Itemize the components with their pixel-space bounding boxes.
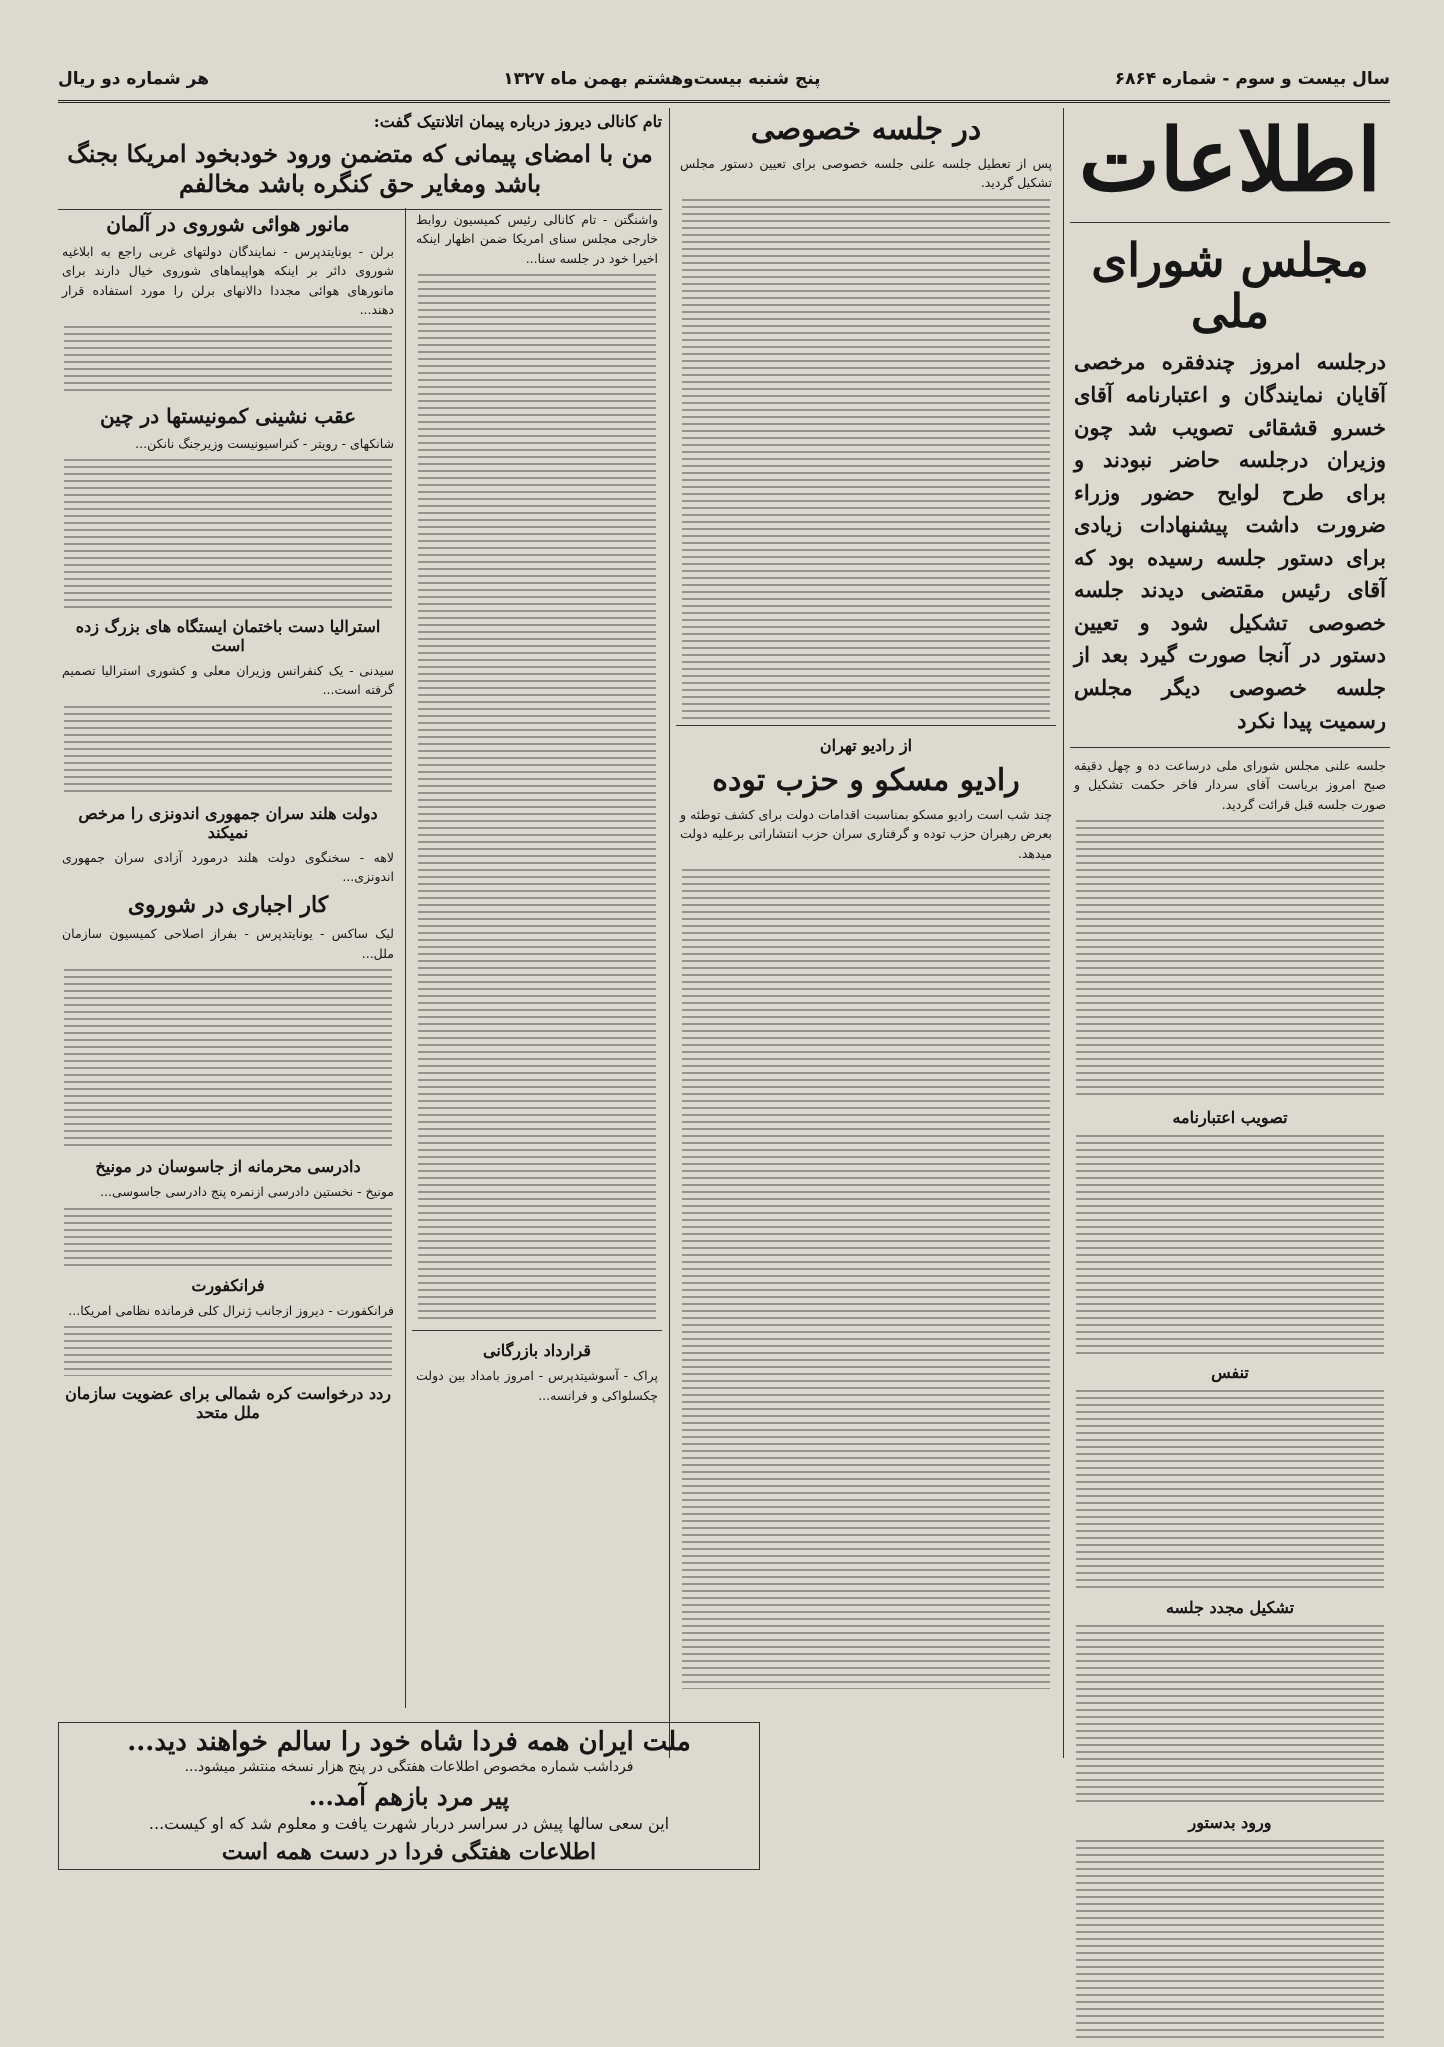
promo-text-2: این سعی سالها پیش در سراسر دربار شهرت یافت و معلوم شد که او کیست... bbox=[148, 1814, 670, 1833]
article-body-4: لیک ساکس - یونایتدپرس - بفراز اصلاحی کمیسیون سازمان ملل... bbox=[62, 926, 394, 961]
article-title-4: کار اجباری در شوروی bbox=[127, 892, 329, 919]
column-majlis bbox=[1070, 108, 1390, 2044]
article-body-5: مونیخ - نخستین دادرسی ازنمره پنج دادرسی جاسوسی... bbox=[100, 1184, 394, 1200]
majlis-body: جلسه علنی مجلس شورای ملی درساعت ده و چهل دقیقه صبح امروز بریاست آقای سردار فاخر حکمت تشکیل و صورت جلسه قبل قرائت گردید. bbox=[1074, 758, 1386, 812]
majlis-lead: درجلسه امروز چندفقره مرخصی آقایان نمایندگان و اعتبارنامه آقای خسرو قشقائی تصویب شد چون وزیران درجلسه حاضر نبودند و برای طرح لوایح حضور وزراء ضرورت داشت پیشنهادات زیادی برای دستور جلسه رسیده بود که آقای رئیس مقتضی دیدند جلسه خصوصی تشکیل شود و تعیین دستور در آنجا صورت گیرد بعد از جلسه خصوصی دیگر مجلس رسمیت پیدا نکرد bbox=[1074, 349, 1386, 733]
promo-title: ملت ایران همه فردا شاه خود را سالم خواهند دید... bbox=[127, 1727, 691, 1757]
promo-title-2: پیر مرد بازهم آمد... bbox=[308, 1782, 510, 1811]
radio-body: چند شب است رادیو مسکو بمناسبت اقدامات دولت برای کشف توطئه و بعرض رهبران حزب توده و گرفتاری سران حزب انتشاراتی برعلیه دولت میدهد. bbox=[680, 806, 1052, 861]
article-title-0: مانور هوائی شوروی در آلمان bbox=[106, 212, 350, 236]
majlis-sub-recess: تنفس bbox=[1211, 1363, 1249, 1383]
article-body-2: سیدنی - یک کنفرانس وزیران معلی و کشوری استرالیا تصمیم گرفته است... bbox=[62, 662, 394, 698]
top-left-story bbox=[58, 108, 662, 216]
column-connally bbox=[412, 208, 662, 1758]
secret-title: در جلسه خصوصی bbox=[750, 112, 982, 147]
majlis-sub-reconvene: تشکیل مجدد جلسه bbox=[1165, 1598, 1295, 1618]
article-body-0: برلن - یونایتدپرس - نمایندگان دولتهای غربی راجع به ابلاغیه شوروی دائر بر اینکه هواپیماهای شوروی خیال دارند برای مانورهای هوائی مجددا دالانهای برلن را مورد استفاده قرار دهند... bbox=[62, 244, 394, 318]
radio-kicker: از رادیو تهران bbox=[819, 735, 913, 755]
masthead: اطلاعات bbox=[1078, 110, 1382, 211]
promo-text: فرداشب شماره مخصوص اطلاعات هفتگی در پنج هزار نسخه منتشر میشود... bbox=[184, 1759, 634, 1775]
connally-kicker: تام کانالی دیروز درباره پیمان اتلانتیک گفت: bbox=[373, 112, 662, 131]
majlis-title: مجلس شورای ملی bbox=[1091, 233, 1369, 338]
article-title-3: دولت هلند سران جمهوری اندونزی را مرخص نمیکند bbox=[78, 803, 378, 842]
article-title-6: فرانکفورت bbox=[191, 1275, 265, 1295]
article-title-1: عقب نشینی کمونیستها در چین bbox=[99, 403, 357, 428]
article-trade-title: قرارداد بازرگانی bbox=[483, 1341, 591, 1361]
korea-title: ردد درخواست کره شمالی برای عضویت سازمان ملل متحد bbox=[65, 1383, 391, 1422]
issue-price: هر شماره دو ریال bbox=[58, 69, 210, 89]
article-body-6: فرانکفورت - دیروز ازجانب ژنرال کلی فرمانده نظامی امریکا... bbox=[68, 1302, 394, 1318]
majlis-sub-agenda: ورود بدستور bbox=[1188, 1813, 1272, 1833]
page-header bbox=[58, 58, 1390, 103]
majlis-sub-credentials: تصویب اعتبارنامه bbox=[1172, 1108, 1288, 1128]
column-news bbox=[58, 208, 398, 1708]
article-title-2: استرالیا دست باختمان ایستگاه های بزرگ زده است bbox=[75, 616, 381, 655]
secret-body: پس از تعطیل جلسه علنی جلسه خصوصی برای تعیین دستور مجلس تشکیل گردید. bbox=[680, 156, 1052, 191]
radio-title: رادیو مسکو و حزب توده bbox=[712, 762, 1020, 798]
newspaper-page bbox=[58, 58, 1390, 2008]
issue-date: پنج شنبه بیست‌وهشتم بهمن ماه ۱۳۲۷ bbox=[503, 69, 821, 89]
article-body-3: لاهه - سخنگوی دولت هلند درمورد آزادی سران جمهوری اندونزی... bbox=[62, 849, 394, 884]
connally-title: من با امضای پیمانی که متضمن ورود خودبخود امریکا بجنگ باشد ومغایر حق کنگره باشد مخالفم bbox=[67, 139, 653, 198]
promo-band bbox=[58, 1722, 760, 1870]
article-trade-body: پراک - آسوشیتدپرس - امروز بامداد بین دولت چکسلواکی و فرانسه... bbox=[416, 1368, 658, 1403]
column-secret-radio bbox=[676, 108, 1056, 1758]
connally-body: واشنگتن - تام کانالی رئیس کمیسیون روابط خارجی مجلس سنای امریکا ضمن اظهار اینکه اخیرا خود در جلسه سنا... bbox=[416, 212, 658, 266]
promo-title-3: اطلاعات هفتگی فردا در دست همه است bbox=[221, 1838, 597, 1865]
article-title-5: دادرسی محرمانه از جاسوسان در مونیخ bbox=[95, 1157, 361, 1177]
article-body-1: شانکهای - رویتر - کنراسیونیست وزیرجنگ نانکن... bbox=[135, 435, 394, 451]
issue-number: سال بیست و سوم - شماره ۶۸۶۴ bbox=[1114, 69, 1390, 89]
